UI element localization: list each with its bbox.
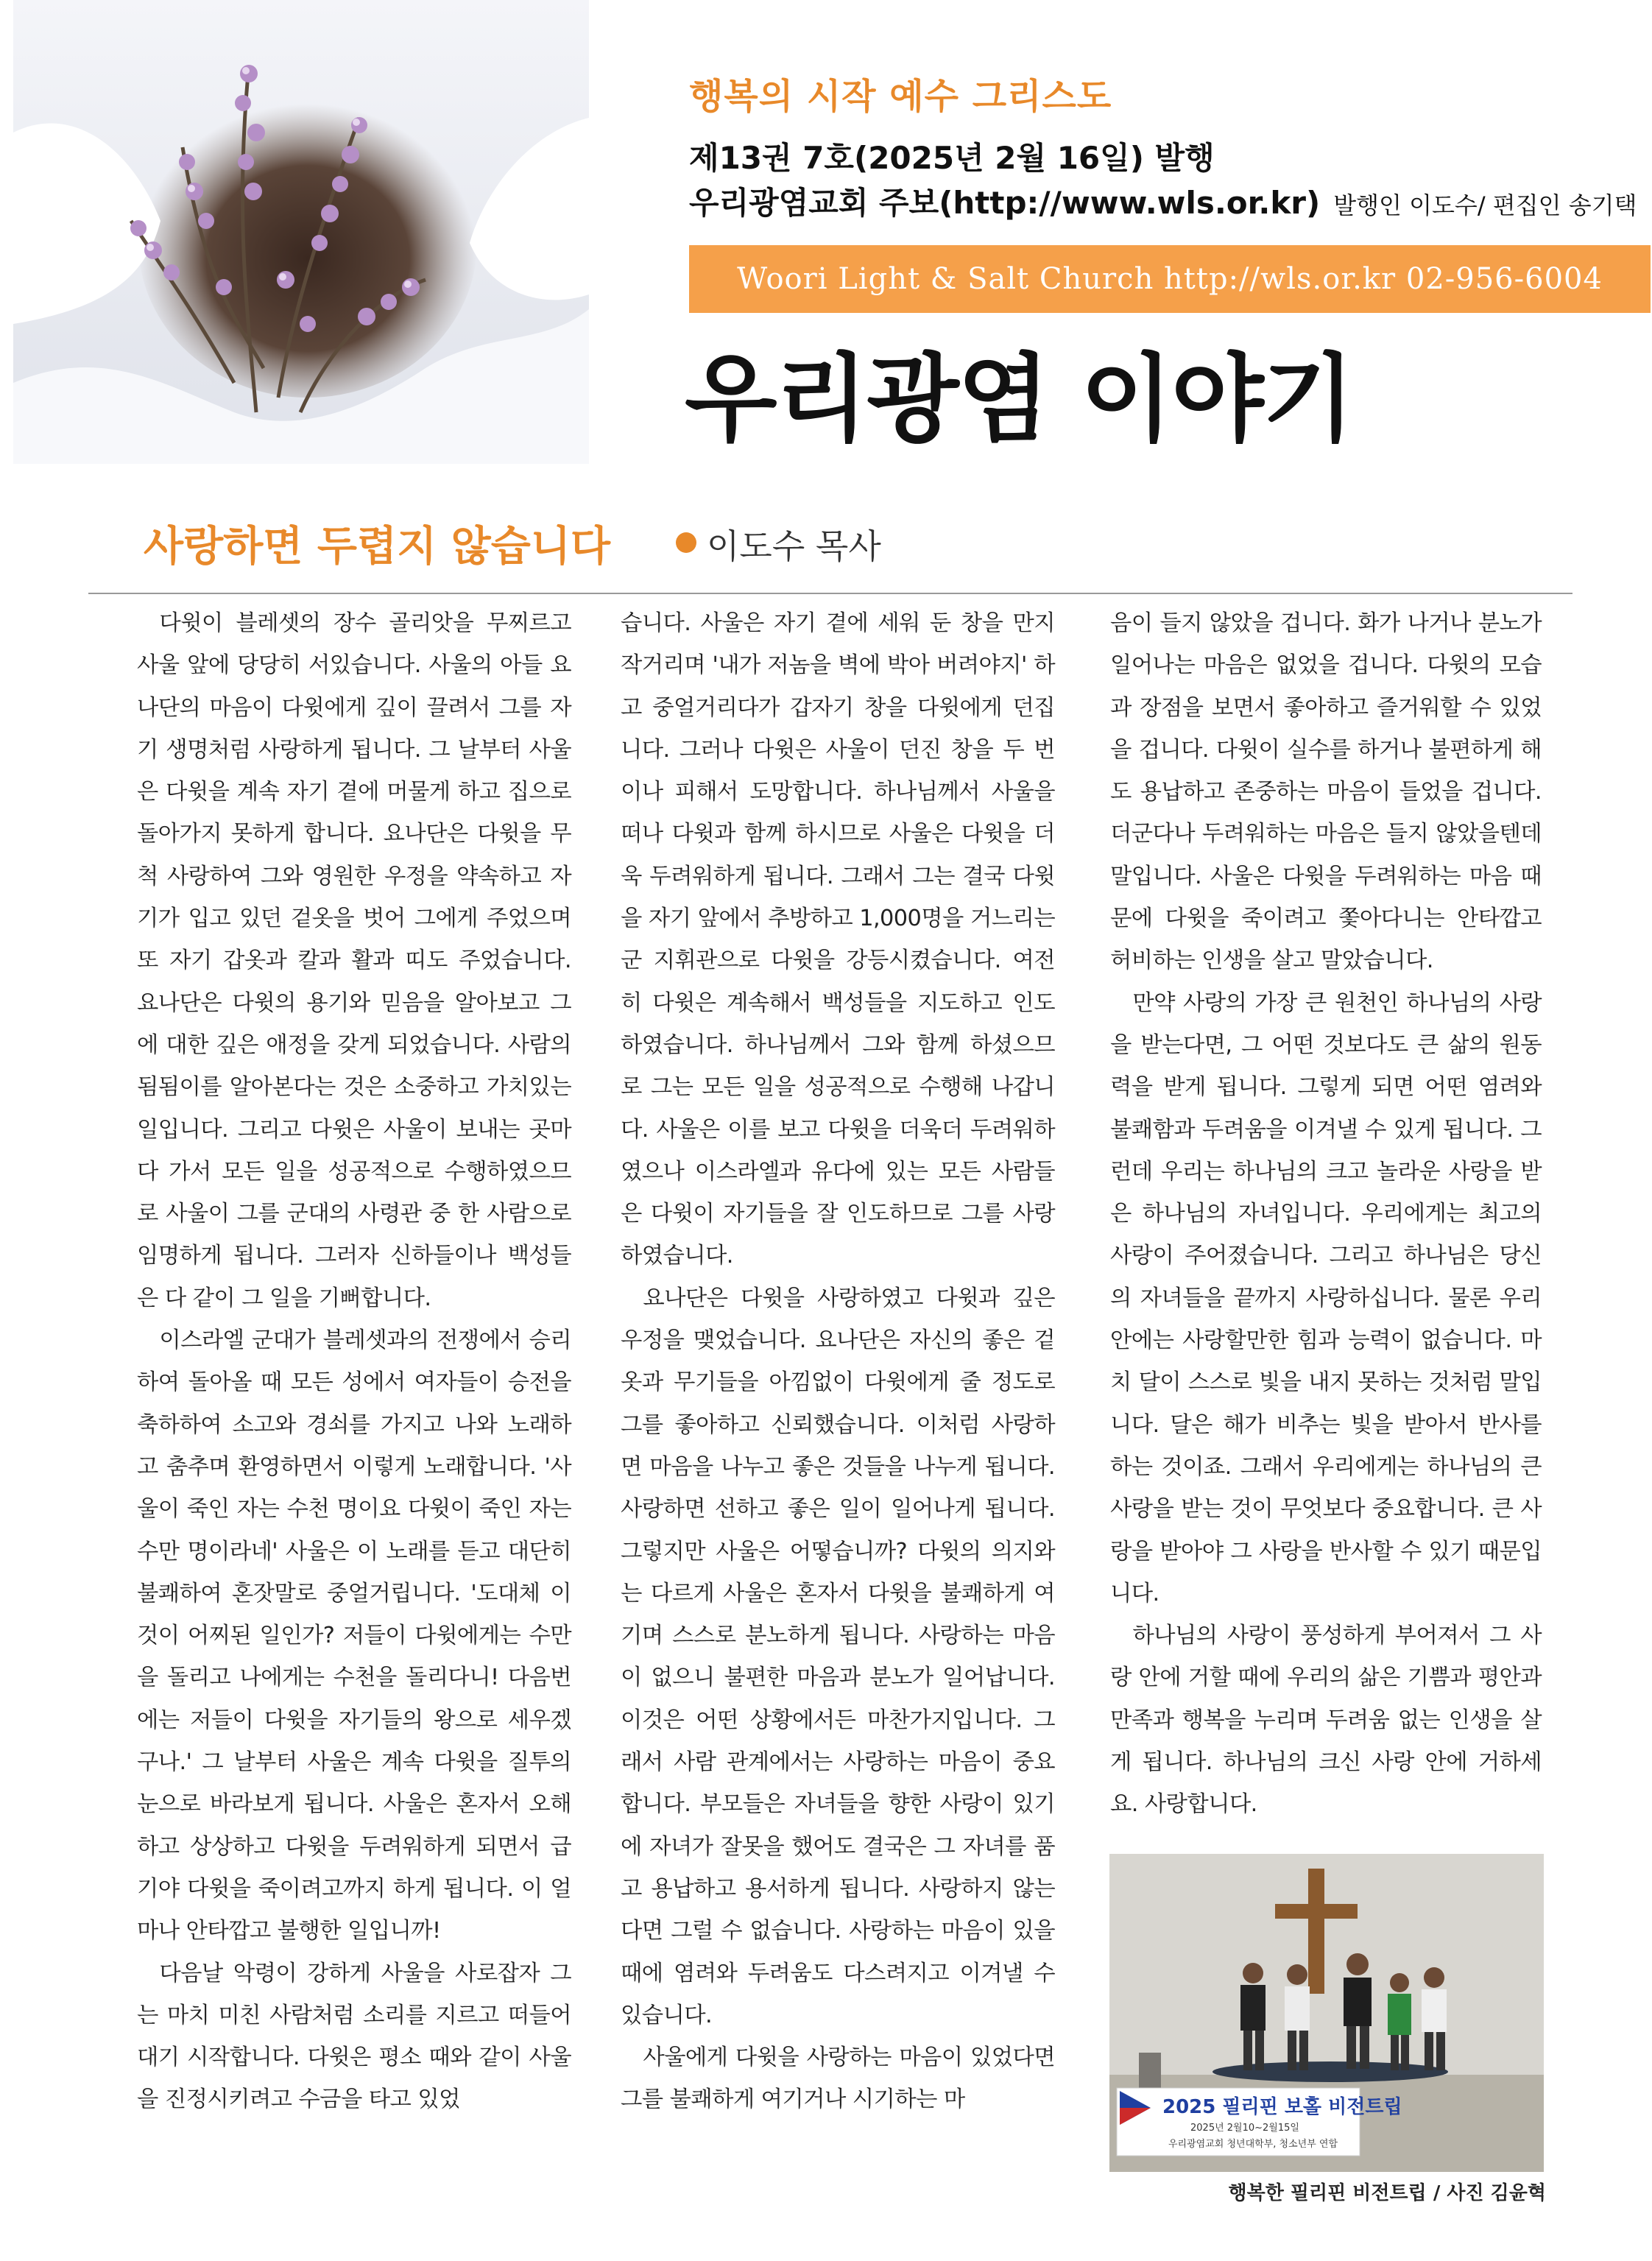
vision-trip-photo [1109,1854,1544,2172]
paragraph: 다윗이 블레셋의 장수 골리앗을 무찌르고 사울 앞에 당당히 서있습니다. 사울의 아들 요나단의 마음이 다윗에게 깊이 끌려서 그를 자기 생명처럼 사랑하게 됩니다. 그 날부터 사울은 다윗을 계속 자기 곁에 머물게 하고 집으로 돌아가지 못하게 합니다. 요나단은 다윗을 무척 사랑하여 그와 영원한 우정을 약속하고 자기가 입고 있던 겉옷을 벗어 그에게 주었으며 또 자기 갑옷과 칼과 활과 띠도 주었습니다. 요나단은 다윗의 용기와 믿음을 알아보고 그에 대한 깊은 애정을 갖게 되었습니다. 사람의 됨됨이를 알아본다는 것은 소중하고 가치있는 일입니다. 그리고 다윗은 사울이 보내는 곳마다 가서 모든 일을 성공적으로 수행하였으므로 사울이 그를 군대의 사령관 중 한 사람으로 임명하게 됩니다. 그러자 신하들이나 백성들은 다 같이 그 일을 기뻐합니다. [137,610,571,1311]
masthead-title: 우리광염 이야기 [685,343,1354,455]
paragraph: 음이 들지 않았을 겁니다. 화가 나거나 분노가 일어나는 마음은 없었을 겁니다. 다윗의 모습과 장점을 보면서 좋아하고 즐거워할 수 있었을 겁니다. 다윗이 실수를 하거나 불편하게 해도 용납하고 존중하는 마음이 들었을 겁니다. 더군다나 두려워하는 마음은 들지 않았을텐데 말입니다. 사울은 다윗을 두려워하는 마음 때문에 다윗을 죽이려고 쫓아다니는 안타깝고 허비하는 인생을 살고 말았습니다. [1110,610,1542,974]
bullet-dot-icon [676,532,696,553]
subtitle: 행복의 시작 예수 그리스도 [689,76,1112,117]
paragraph: 요나단은 다윗을 사랑하였고 다윗과 깊은 우정을 맺었습니다. 요나단은 자신의 좋은 겉옷과 무기들을 아낌없이 다윗에게 줄 정도로 그를 좋아하고 신뢰했습니다. 이처럼 사랑하면 마음을 나누고 좋은 것들을 나누게 됩니다. 사랑하면 선하고 좋은 일이 일어나게 됩니다. 그렇지만 사울은 어떻습니까? 다윗의 의지와는 다르게 사울은 혼자서 다윗을 불쾌하게 여기며 스스로 분노하게 됩니다. 사랑하는 마음이 없으니 불편한 마음과 분노가 일어납니다. 이것은 어떤 상황에서든 마찬가지입니다. 그래서 사람 관계에서는 사랑하는 마음이 중요합니다. 부모들은 자녀들을 향한 사랑이 있기에 자녀가 잘못을 했어도 결국은 그 자녀를 품고 용납하고 용서하게 됩니다. 사랑하지 않는다면 그럴 수 없습니다. 사랑하는 마음이 있을 때에 염려와 두려움도 다스려지고 이겨낼 수 있습니다. [621,1285,1055,2028]
bulletin-info [689,179,1637,223]
paragraph: 만약 사랑의 가장 큰 원천인 하나님의 사랑을 받는다면, 그 어떤 것보다도 큰 삶의 원동력을 받게 됩니다. 그렇게 되면 어떤 염려와 불쾌함과 두려움을 이겨낼 수 있게 됩니다. 그런데 우리는 하나님의 크고 놀라운 사랑을 받은 하나님의 자녀입니다. 우리에게는 최고의 사랑이 주어졌습니다. 그리고 하나님은 당신의 자녀들을 끝까지 사랑하십니다. 물론 우리 안에는 사랑할만한 힘과 능력이 없습니다. 마치 달이 스스로 빛을 내지 못하는 것처럼 말입니다. 달은 해가 비추는 빛을 받아서 반사를 하는 것이죠. 그래서 우리에게는 하나님의 큰 사랑을 받는 것이 무엇보다 중요합니다. 큰 사랑을 받아야 그 사랑을 반사할 수 있기 때문입니다. [1110,990,1542,1606]
article-title: 사랑하면 두렵지 않습니다 [144,523,611,571]
photo-banner-org: 우리광염교회 청년대학부, 청소년부 연합 [1168,2139,1338,2150]
publisher-info: 발행인 이도수/ 편집인 송기택 [1333,191,1637,219]
contact-banner: Woori Light & Salt Church http://wls.or.kr 02-956-6004 [689,245,1651,313]
bulletin-url-text: 우리광염교회 주보(http://www.wls.or.kr) [689,185,1321,221]
photo-banner-title: 2025 필리핀 보홀 비전트립 [1162,2096,1402,2118]
paragraph: 하나님의 사랑이 풍성하게 부어져서 그 사랑 안에 거할 때에 우리의 삶은 기쁨과 평안과 만족과 행복을 누리며 두려움 없는 인생을 살게 됩니다. 하나님의 크신 사랑 안에 거하세요. 사랑합니다. [1110,1623,1542,1818]
article-column-1 [137,602,571,2121]
article-column-3 [1110,602,1542,1826]
title-divider [88,593,1572,594]
paragraph: 이스라엘 군대가 블레셋과의 전쟁에서 승리하여 돌아올 때 모든 성에서 여자들이 승전을 축하하여 소고와 경쇠를 가지고 나와 노래하고 춤추며 환영하면서 이렇게 노래합니다. '사울이 죽인 자는 수천 명이요 다윗이 죽인 자는 수만 명이라네' 사울은 이 노래를 듣고 대단히 불쾌하여 혼잣말로 중얼거립니다. '도대체 이것이 어찌된 일인가? 저들이 다윗에게는 수만을 돌리고 나에게는 수천을 돌리다니! 다음번에는 저들이 다윗을 자기들의 왕으로 세우겠구나.' 그 날부터 사울은 계속 다윗을 질투의 눈으로 바라보게 됩니다. 사울은 혼자서 오해하고 상상하고 다윗을 두려워하게 되면서 급기야 다윗을 죽이려고까지 하게 됩니다. 이 얼마나 안타깝고 불행한 일입니까! [137,1327,571,1944]
hero-photo [13,0,589,464]
paragraph: 습니다. 사울은 자기 곁에 세워 둔 창을 만지작거리며 '내가 저놈을 벽에 박아 버려야지' 하고 중얼거리다가 갑자기 창을 다윗에게 던집니다. 그러나 다윗은 사울이 던진 창을 두 번이나 피해서 도망합니다. 하나님께서 사울을 떠나 다윗과 함께 하시므로 사울은 다윗을 더욱 두려워하게 됩니다. 그래서 그는 결국 다윗을 자기 앞에서 추방하고 1,000명을 거느리는 군 지휘관으로 다윗을 강등시켰습니다. 여전히 다윗은 계속해서 백성들을 지도하고 인도하였습니다. 하나님께서 그와 함께 하셨으므로 그는 모든 일을 성공적으로 수행해 나갑니다. 사울은 이를 보고 다윗을 더욱더 두려워하였으나 이스라엘과 유다에 있는 모든 사람들은 다윗이 자기들을 잘 인도하므로 그를 사랑하였습니다. [621,610,1055,1269]
photo-banner-dates: 2025년 2월10~2월15일 [1190,2123,1299,2134]
article-column-2 [621,602,1055,2121]
paragraph: 사울에게 다윗을 사랑하는 마음이 있었다면 그를 불쾌하게 여기거나 시기하는 마 [621,2045,1055,2113]
article-author: 이도수 목사 [707,526,881,566]
photo-caption: 행복한 필리핀 비전트립 / 사진 김윤혁 [1228,2182,1546,2204]
paragraph: 다음날 악령이 강하게 사울을 사로잡자 그는 마치 미친 사람처럼 소리를 지르고 떠들어대기 시작합니다. 다윗은 평소 때와 같이 사울을 진정시키려고 수금을 타고 있었 [137,1960,571,2113]
issue-info: 제13권 7호(2025년 2월 16일) 발행 [689,140,1215,176]
